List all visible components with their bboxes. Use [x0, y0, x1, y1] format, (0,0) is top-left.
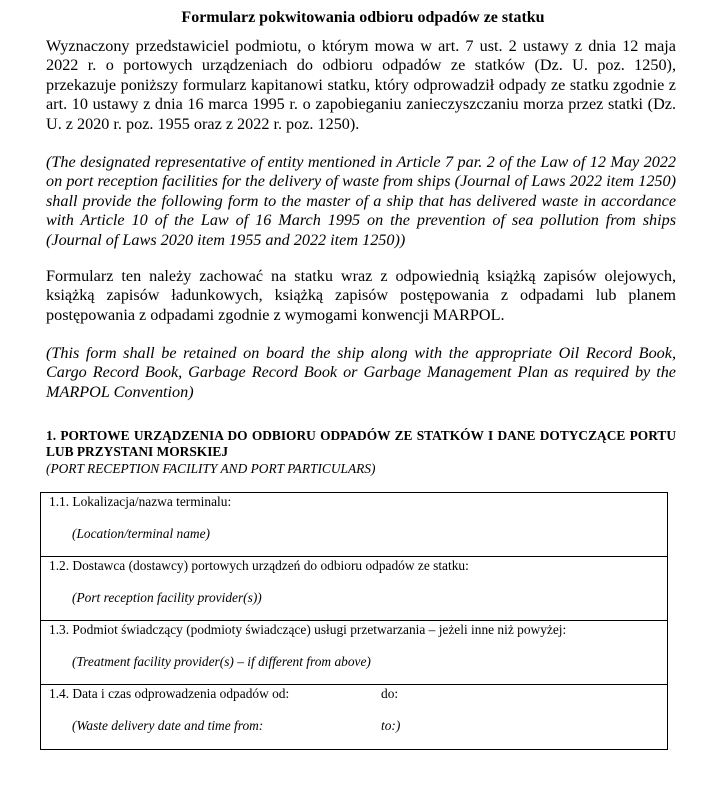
form-row-location[interactable] [41, 493, 667, 557]
port-particulars-form [40, 492, 668, 750]
delivery-from-label-en: (Waste delivery date and time from: [72, 718, 264, 733]
form-row-delivery-date[interactable] [41, 685, 667, 749]
delivery-to-label-en: to:) [381, 718, 401, 733]
delivery-to-label: do: [381, 686, 399, 701]
intro-polish: Wyznaczony przedstawiciel podmiotu, o którym mowa w art. 7 ust. 2 ustawy z dnia 12 maja 2022 r. o portowych urządzeniach do odbioru odpadów ze statków (Dz. U. poz. 1250), przekazuje poniższy formularz kapitanowi statku, który odprowadził odpady ze statku zgodnie z art. 10 ustawy z dnia 16 marca 1995 r. o zapobieganiu zanieczyszczaniu morza przez statki (Dz. U. z 2020 r. poz. 1955 oraz z 2022 r. poz. 1250). [46, 37, 676, 133]
treatment-label-en: (Treatment facility provider(s) – if different from above) [72, 654, 371, 669]
form-row-treatment[interactable] [41, 621, 667, 685]
section-1-subheading: (PORT RECEPTION FACILITY AND PORT PARTICULARS) [46, 461, 376, 476]
retain-polish: Formularz ten należy zachować na statku wraz z odpowiednią książką zapisów olejowych, książką zapisów ładunkowych, książką zapisów postępowania z odpadami lub planem postępowania z odpadami zgodnie z wymogami konwencji MARPOL. [46, 267, 676, 324]
provider-label: 1.2. Dostawca (dostawcy) portowych urządzeń do odbioru odpadów ze statku: [49, 558, 469, 573]
location-label-en: (Location/terminal name) [72, 526, 210, 541]
retain-english: (This form shall be retained on board the ship along with the appropriate Oil Record Book, Cargo Record Book, Garbage Record Book or Garbage Management Plan as required by the MARPOL Convention) [46, 344, 676, 401]
form-row-provider[interactable] [41, 557, 667, 621]
document-title: Formularz pokwitowania odbioru odpadów ze statku [181, 9, 545, 26]
section-1-heading: 1. PORTOWE URZĄDZENIA DO ODBIORU ODPADÓW ZE STATKÓW I DANE DOTYCZĄCE PORTU LUB PRZYSTANI MORSKIEJ [46, 428, 676, 459]
location-label: 1.1. Lokalizacja/nazwa terminalu: [49, 494, 232, 509]
delivery-from-label: 1.4. Data i czas odprowadzenia odpadów od: [49, 686, 290, 701]
provider-label-en: (Port reception facility provider(s)) [72, 590, 262, 605]
treatment-label: 1.3. Podmiot świadczący (podmioty świadczące) usługi przetwarzania – jeżeli inne niż powyżej: [49, 622, 567, 637]
intro-english: (The designated representative of entity mentioned in Article 7 par. 2 of the Law of 12 May 2022 on port reception facilities for the delivery of waste from ships (Journal of Laws 2022 item 1250) shall provide the following form to the master of a ship that has delivered waste in accordance with Article 10 of the Law of 16 March 1995 on the prevention of sea pollution from ships (Journal of Laws 2020 item 1955 and 2022 item 1250)) [46, 153, 676, 249]
